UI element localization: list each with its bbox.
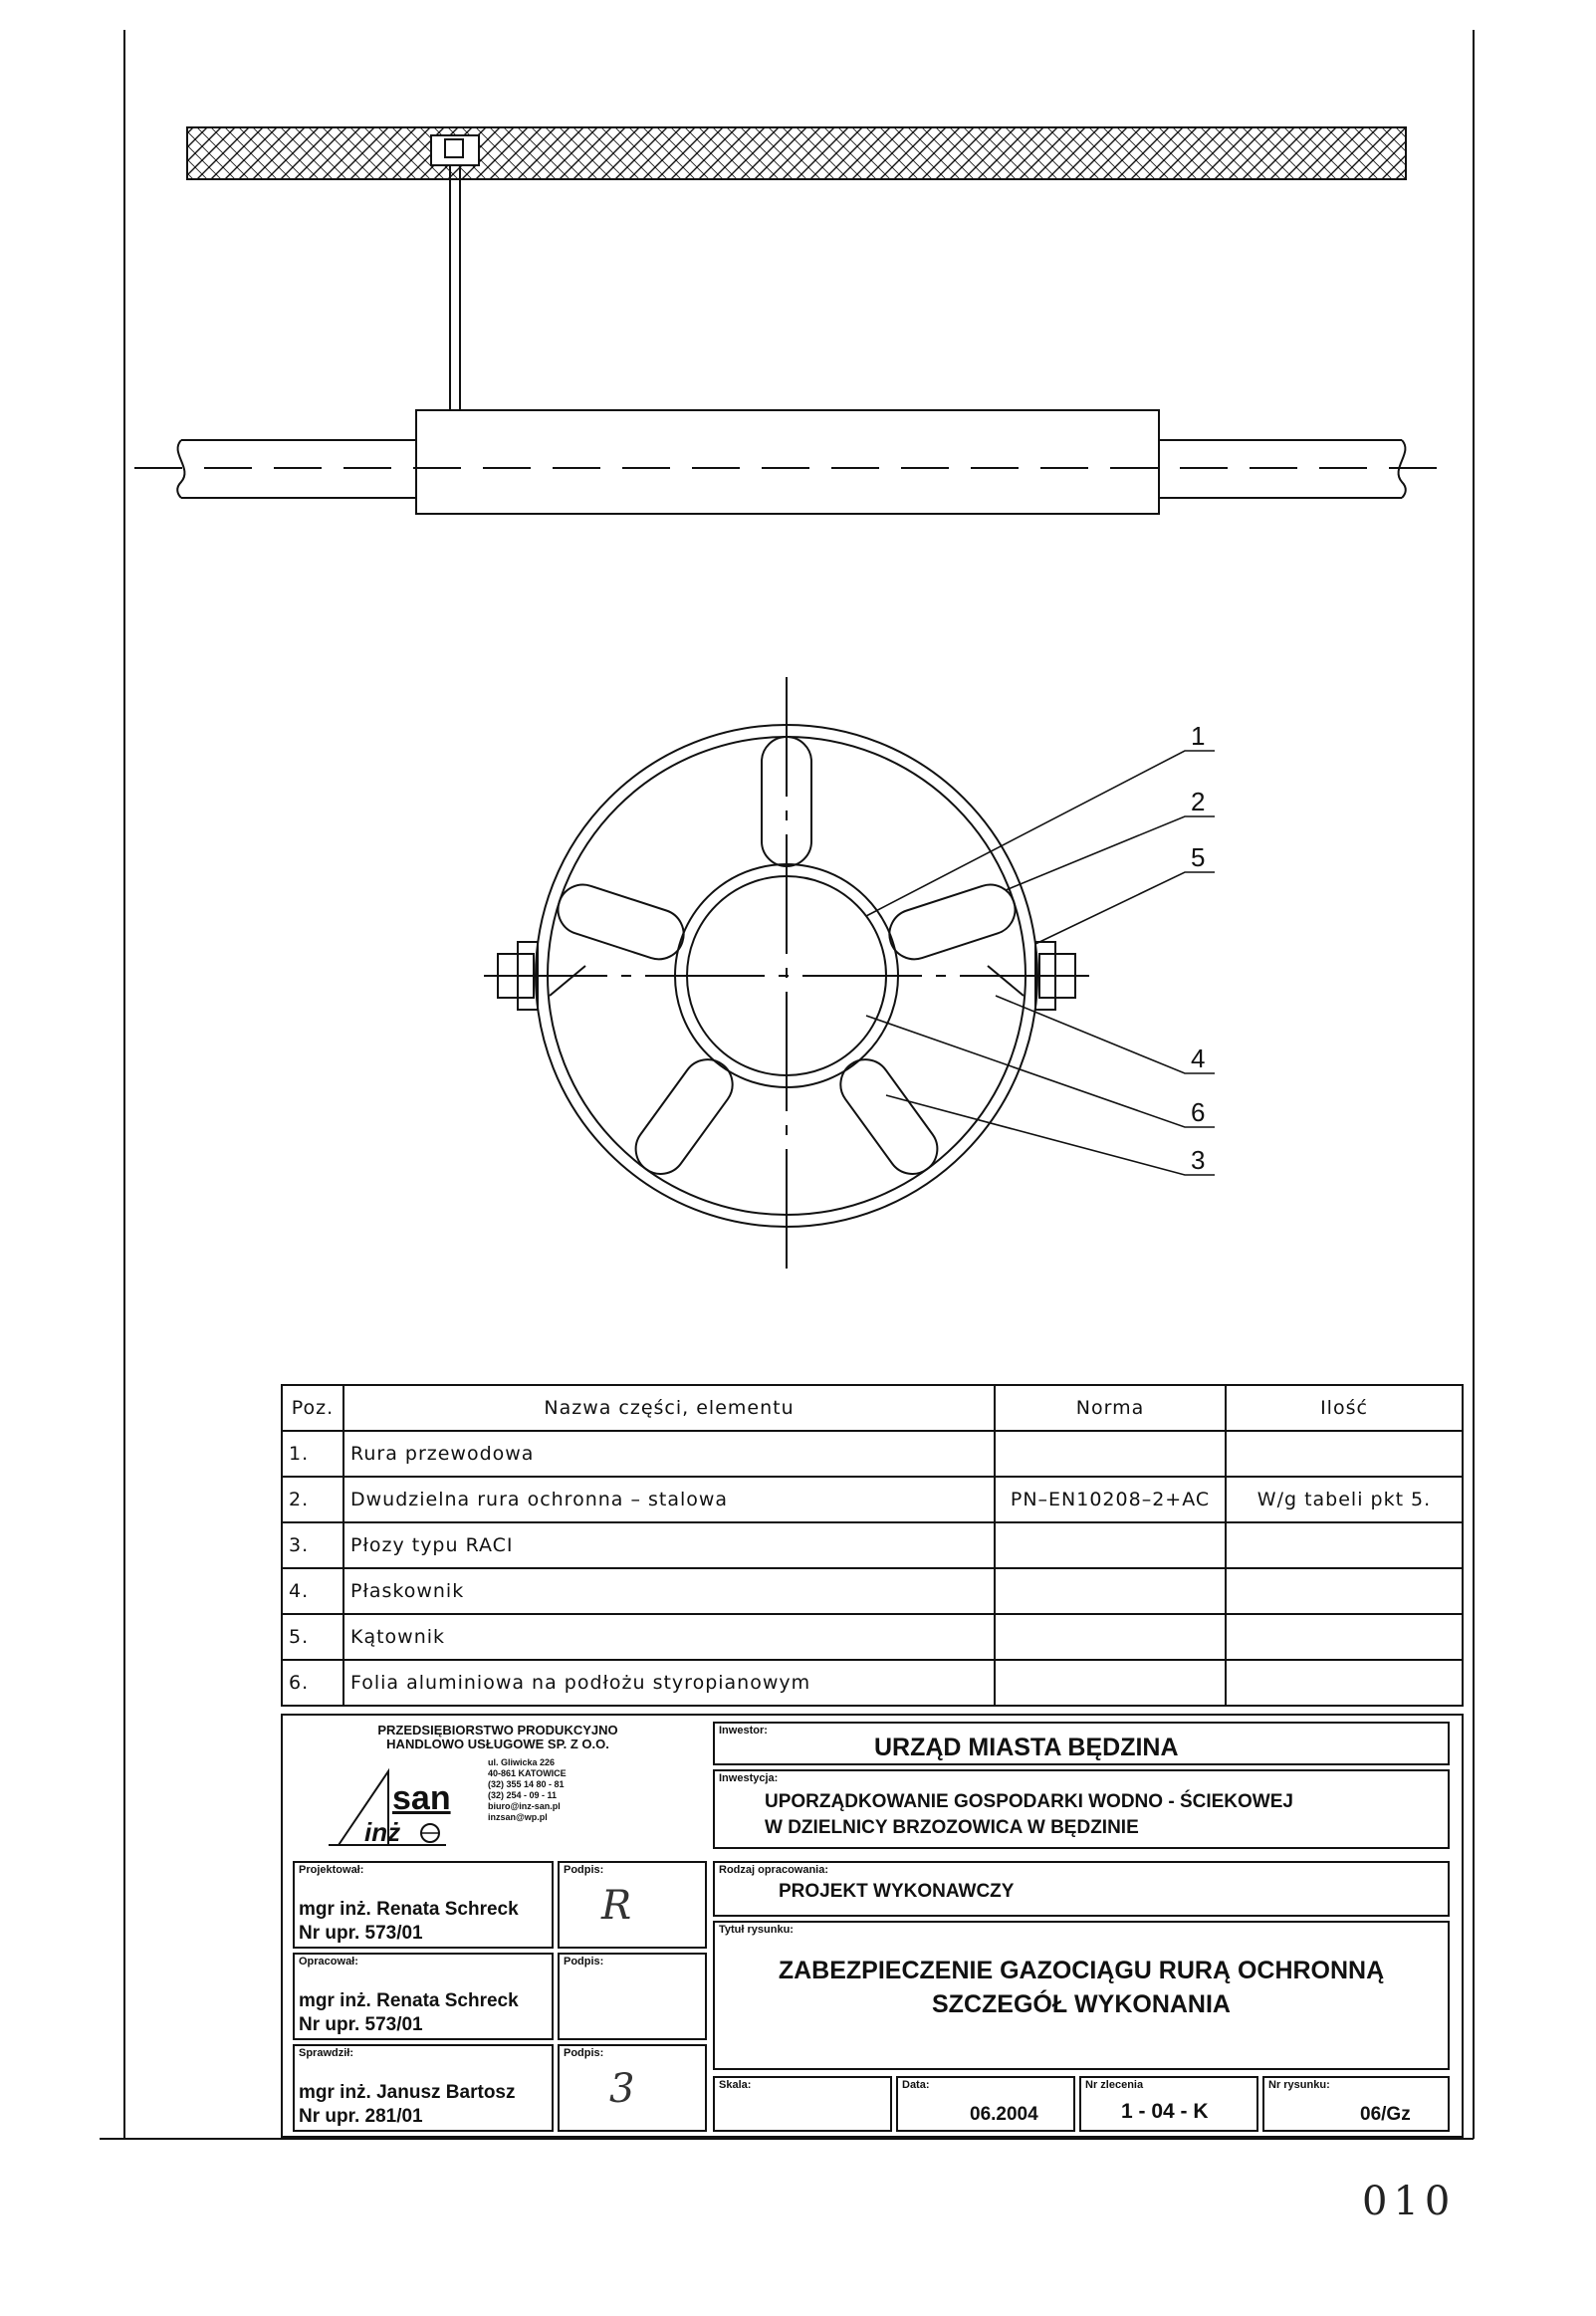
drawing-no-label: Nr rysunku: (1268, 2079, 1330, 2091)
drawing-no-value: 06/Gz (1360, 2104, 1411, 2125)
investment-line2: W DZIELNICY BRZOZOWICA W BĘDZINIE (765, 1817, 1139, 1838)
designer-signature: R (601, 1883, 632, 1929)
ceiling-slab (187, 127, 1406, 179)
callout-5: 5 (1191, 842, 1206, 872)
work-type-box (713, 1861, 1450, 1917)
row-qty (1226, 1660, 1463, 1706)
drawing-no-box (1262, 2076, 1450, 2132)
company-street: ul. Gliwicka 226 (488, 1757, 556, 1767)
investor-value: URZĄD MIASTA BĘDZINA (874, 1734, 1179, 1761)
company-line1: PRZEDSIĘBIORSTWO PRODUKCYJNO (377, 1723, 618, 1737)
prepared-label: Opracował: (299, 1956, 358, 1968)
callout-6: 6 (1191, 1097, 1206, 1127)
order-no-label: Nr zlecenia (1085, 2079, 1144, 2091)
prepared-name: mgr inż. Renata Schreck (299, 1990, 519, 2011)
drawing-title-box (713, 1921, 1450, 2070)
row-qty (1226, 1431, 1463, 1477)
skids (552, 737, 1022, 1184)
row-name: Płaskownik (343, 1568, 995, 1614)
designer-sign-label: Podpis: (564, 1864, 604, 1876)
order-no-value: 1 - 04 - K (1121, 2100, 1209, 2123)
row-norm (995, 1568, 1226, 1614)
date-value: 06.2004 (970, 2104, 1038, 2125)
checked-signature-box (558, 2044, 707, 2132)
checked-sign-label: Podpis: (564, 2047, 604, 2059)
investment-box (713, 1769, 1450, 1849)
row-qty (1226, 1614, 1463, 1660)
investor-label: Inwestor: (719, 1725, 768, 1737)
callout-labels (1191, 721, 1205, 1175)
prepared-signature-box (558, 1953, 707, 2040)
page-number-stamp: 010 (1362, 2179, 1457, 2224)
designer-signature-box (558, 1861, 707, 1949)
header-poz: Poz. (282, 1385, 343, 1431)
row-norm (995, 1614, 1226, 1660)
row-norm (995, 1522, 1226, 1568)
investment-line1: UPORZĄDKOWANIE GOSPODARKI WODNO - ŚCIEKOWEJ (765, 1791, 1293, 1812)
row-name: Folia aluminiowa na podłożu styropianowym (343, 1660, 995, 1706)
row-poz: 1. (282, 1431, 343, 1477)
row-poz: 5. (282, 1614, 343, 1660)
company-logo (329, 1761, 451, 1851)
row-poz: 2. (282, 1477, 343, 1522)
row-norm (995, 1660, 1226, 1706)
row-poz: 6. (282, 1660, 343, 1706)
row-poz: 4. (282, 1568, 343, 1614)
investment-label: Inwestycja: (719, 1772, 779, 1784)
work-type-label: Rodzaj opracowania: (719, 1864, 829, 1876)
row-norm (995, 1431, 1226, 1477)
callout-1: 1 (1191, 721, 1206, 751)
checked-box (293, 2044, 554, 2132)
table-row (282, 1660, 1463, 1706)
header-norm: Norma (995, 1385, 1226, 1431)
title-block (281, 1714, 1464, 2138)
company-fax: (32) 254 - 09 - 11 (488, 1790, 558, 1800)
header-qty: Ilość (1226, 1385, 1463, 1431)
logo-san-text: san (392, 1779, 451, 1817)
checked-name: mgr inż. Janusz Bartosz (299, 2082, 516, 2103)
row-name: Rura przewodowa (343, 1431, 995, 1477)
designer-label: Projektował: (299, 1864, 364, 1876)
company-stamp (289, 1722, 707, 1859)
company-address (488, 1757, 687, 1823)
company-email-1: biuro@inz-san.pl (488, 1801, 561, 1811)
row-qty: W/g tabeli pkt 5. (1226, 1477, 1463, 1522)
work-type-value: PROJEKT WYKONAWCZY (779, 1881, 1015, 1902)
table-row (282, 1477, 1463, 1522)
prepared-permit: Nr upr. 573/01 (299, 2014, 423, 2035)
row-name: Płozy typu RACI (343, 1522, 995, 1568)
row-qty (1226, 1568, 1463, 1614)
callout-2: 2 (1191, 787, 1206, 816)
table-row (282, 1431, 1463, 1477)
scale-box (713, 2076, 892, 2132)
company-email-2: inzsan@wp.pl (488, 1812, 548, 1822)
table-row (282, 1614, 1463, 1660)
row-name: Dwudzielna rura ochronna – stalowa (343, 1477, 995, 1522)
table-row (282, 1522, 1463, 1568)
elevation-view (134, 127, 1454, 514)
table-header-row (282, 1385, 1463, 1431)
parts-table (281, 1384, 1464, 1707)
designer-name: mgr inż. Renata Schreck (299, 1899, 519, 1920)
order-no-box (1079, 2076, 1258, 2132)
table-row (282, 1568, 1463, 1614)
row-norm: PN–EN10208–2+AC (995, 1477, 1226, 1522)
scale-label: Skala: (719, 2079, 752, 2091)
company-city: 40-861 KATOWICE (488, 1768, 567, 1778)
protective-sleeve (416, 410, 1159, 514)
company-phone: (32) 355 14 80 - 81 (488, 1779, 565, 1789)
cross-section-view (484, 677, 1215, 1274)
row-name: Kątownik (343, 1614, 995, 1660)
checked-permit: Nr upr. 281/01 (299, 2106, 423, 2127)
investor-box (713, 1722, 1450, 1765)
drawing-title-line2: SZCZEGÓŁ WYKONANIA (932, 1990, 1231, 2018)
prepared-box (293, 1953, 554, 2040)
date-label: Data: (902, 2079, 930, 2091)
logo-inz-text: inż (364, 1817, 401, 1847)
drawing-title-label: Tytuł rysunku: (719, 1924, 794, 1936)
checked-label: Sprawdził: (299, 2047, 354, 2059)
date-box (896, 2076, 1075, 2132)
row-poz: 3. (282, 1522, 343, 1568)
company-line2: HANDLOWO USŁUGOWE SP. Z O.O. (386, 1737, 609, 1751)
designer-box (293, 1861, 554, 1949)
prepared-sign-label: Podpis: (564, 1956, 604, 1968)
callout-4: 4 (1191, 1043, 1206, 1073)
checked-signature: 3 (609, 2066, 635, 2112)
callout-3: 3 (1191, 1145, 1206, 1175)
drawing-title-line1: ZABEZPIECZENIE GAZOCIĄGU RURĄ OCHRONNĄ (778, 1957, 1385, 1984)
designer-permit: Nr upr. 573/01 (299, 1923, 423, 1944)
header-name: Nazwa części, elementu (343, 1385, 995, 1431)
row-qty (1226, 1522, 1463, 1568)
